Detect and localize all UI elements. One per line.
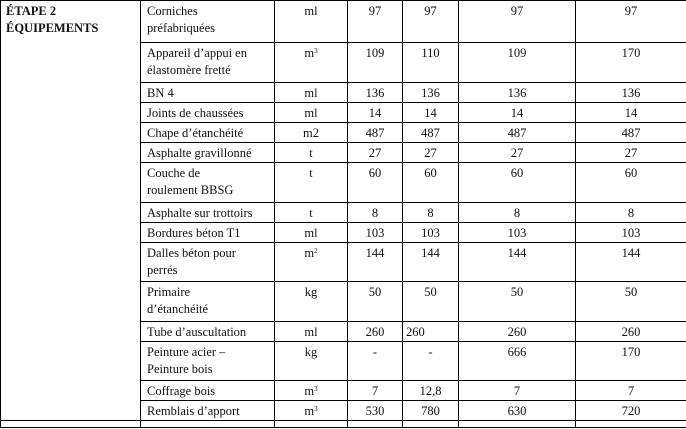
table-row [1, 381, 686, 401]
item-label [141, 1, 275, 43]
empty-cell [275, 421, 348, 428]
item-label [141, 143, 275, 163]
unit: ml [304, 106, 318, 120]
stage-cell [1, 83, 141, 103]
empty-cell [576, 421, 686, 428]
stage-cell [1, 421, 141, 428]
table-row [1, 243, 686, 282]
table-row [1, 322, 686, 342]
value-cell: 60 [576, 163, 686, 203]
value-cell: 50 [459, 282, 576, 322]
value-cell: 14 [576, 103, 686, 123]
table-row-partial [1, 421, 686, 428]
unit: ml [304, 226, 318, 240]
unit-cell [275, 43, 348, 83]
unit-cell [275, 83, 348, 103]
value-cell: 666 [459, 342, 576, 381]
unit: m [304, 404, 315, 418]
item-label [141, 243, 275, 282]
unit: m [304, 384, 315, 398]
unit-exponent: 3 [314, 47, 318, 55]
table-row [1, 342, 686, 381]
item-label-line: Asphalte gravillonné [147, 146, 252, 160]
unit-cell [275, 163, 348, 203]
unit: m2 [303, 126, 319, 140]
item-label [141, 322, 275, 342]
value-cell: 8 [348, 203, 403, 223]
item-label [141, 342, 275, 381]
item-label-line: Asphalte sur trottoirs [147, 206, 253, 220]
stage-cell [1, 322, 141, 342]
unit: ml [304, 4, 318, 18]
item-label [141, 223, 275, 243]
value-cell: 14 [459, 103, 576, 123]
item-label-line: Primaire [147, 285, 191, 299]
item-label [141, 83, 275, 103]
unit-exponent: 3 [314, 405, 318, 413]
table-body [1, 1, 686, 428]
unit-cell [275, 381, 348, 401]
value-cell: - [348, 342, 403, 381]
value-cell: 27 [348, 143, 403, 163]
item-label-line: Chape d’étanchéité [147, 126, 244, 140]
item-label-line: Peinture acier – [147, 345, 226, 359]
value-cell: 14 [348, 103, 403, 123]
value-cell: 630 [459, 401, 576, 421]
item-label [141, 203, 275, 223]
table-row [1, 103, 686, 123]
table-row [1, 123, 686, 143]
stage-cell [1, 282, 141, 322]
item-label-line: Bordures béton T1 [147, 226, 241, 240]
unit-cell [275, 243, 348, 282]
value-cell: 109 [459, 43, 576, 83]
item-label-line: Couche de [147, 166, 201, 180]
unit-exponent: 2 [314, 247, 318, 255]
stage-cell [1, 203, 141, 223]
value-cell: 7 [576, 381, 686, 401]
stage-cell [1, 143, 141, 163]
value-cell: 136 [459, 83, 576, 103]
value-cell: 487 [348, 123, 403, 143]
unit: kg [304, 345, 318, 359]
value-cell: 136 [403, 83, 459, 103]
value-cell: 487 [576, 123, 686, 143]
unit: t [309, 146, 313, 160]
value-cell: 487 [459, 123, 576, 143]
unit: m [304, 246, 315, 260]
item-label-line: Tube d’auscultation [147, 325, 247, 339]
empty-cell [348, 421, 403, 428]
value-cell: 144 [459, 243, 576, 282]
value-cell: 8 [576, 203, 686, 223]
item-label [141, 103, 275, 123]
unit-cell [275, 282, 348, 322]
item-label-line: Appareil d’appui en [147, 46, 247, 60]
unit: t [309, 206, 313, 220]
value-cell: 260 [348, 322, 403, 342]
value-cell: 144 [576, 243, 686, 282]
table-row [1, 1, 686, 43]
table-row [1, 282, 686, 322]
item-label [141, 123, 275, 143]
value-cell: 14 [403, 103, 459, 123]
unit-cell [275, 342, 348, 381]
unit: m [304, 46, 315, 60]
unit-cell [275, 223, 348, 243]
stage-cell [1, 381, 141, 401]
value-cell: 144 [348, 243, 403, 282]
table-row [1, 223, 686, 243]
value-cell: 109 [348, 43, 403, 83]
item-label [141, 381, 275, 401]
item-label [141, 43, 275, 83]
value-cell: 8 [403, 203, 459, 223]
value-cell: 27 [459, 143, 576, 163]
value-cell: 27 [576, 143, 686, 163]
value-cell: 27 [403, 143, 459, 163]
stage-cell [1, 123, 141, 143]
value-cell: 60 [459, 163, 576, 203]
stage-cell [1, 243, 141, 282]
empty-cell [403, 421, 459, 428]
unit: kg [304, 285, 318, 299]
value-cell: 97 [576, 1, 686, 43]
value-cell: 7 [348, 381, 403, 401]
unit-cell [275, 322, 348, 342]
unit-exponent: 3 [314, 385, 318, 393]
item-label-line: Dalles béton pour [147, 246, 236, 260]
value-cell: 97 [459, 1, 576, 43]
value-cell: 60 [348, 163, 403, 203]
unit-cell [275, 1, 348, 43]
item-label-line: Peinture bois [147, 362, 213, 376]
empty-cell [141, 421, 275, 428]
unit: ml [304, 86, 318, 100]
stage-title-line: ÉTAPE 2 [6, 4, 57, 18]
table-row [1, 401, 686, 421]
value-cell: 7 [459, 381, 576, 401]
value-cell: 170 [576, 342, 686, 381]
table-row [1, 203, 686, 223]
value-cell: 144 [403, 243, 459, 282]
item-label-line: d’étanchéité [147, 302, 209, 316]
unit-cell [275, 401, 348, 421]
value-cell: 50 [348, 282, 403, 322]
value-cell: 103 [576, 223, 686, 243]
value-cell: - [403, 342, 459, 381]
unit-cell [275, 143, 348, 163]
value-cell: 260 [403, 322, 459, 342]
item-label-line: préfabriquées [147, 21, 216, 35]
value-cell: 103 [348, 223, 403, 243]
item-label-line: Corniches [147, 4, 198, 18]
value-cell: 103 [459, 223, 576, 243]
value-cell: 260 [459, 322, 576, 342]
table-row [1, 163, 686, 203]
stage-cell [1, 43, 141, 83]
stage-cell [1, 223, 141, 243]
unit: t [309, 166, 313, 180]
item-label-line: perrés [147, 263, 178, 277]
value-cell: 720 [576, 401, 686, 421]
item-label [141, 401, 275, 421]
stage-cell [1, 163, 141, 203]
value-cell: 110 [403, 43, 459, 83]
item-label-line: roulement BBSG [147, 183, 234, 197]
table-row [1, 143, 686, 163]
empty-cell [459, 421, 576, 428]
item-label-line: Remblais d’apport [147, 404, 240, 418]
value-cell: 136 [576, 83, 686, 103]
unit-cell [275, 103, 348, 123]
value-cell: 8 [459, 203, 576, 223]
stage-cell [1, 401, 141, 421]
item-label [141, 163, 275, 203]
value-cell: 103 [403, 223, 459, 243]
value-cell: 136 [348, 83, 403, 103]
item-label-line: Coffrage bois [147, 384, 216, 398]
unit-cell [275, 123, 348, 143]
value-cell: 50 [576, 282, 686, 322]
table-row [1, 83, 686, 103]
item-label-line: élastomère fretté [147, 63, 231, 77]
item-label-line: Joints de chaussées [147, 106, 244, 120]
value-cell: 12,8 [403, 381, 459, 401]
value-cell: 170 [576, 43, 686, 83]
value-cell: 260 [576, 322, 686, 342]
table-row [1, 43, 686, 83]
item-label [141, 282, 275, 322]
stage-title-line: ÉQUIPEMENTS [6, 21, 99, 35]
unit-cell [275, 203, 348, 223]
value-cell: 60 [403, 163, 459, 203]
value-cell: 780 [403, 401, 459, 421]
stage-cell [1, 342, 141, 381]
stage-title [1, 1, 141, 43]
value-cell: 97 [348, 1, 403, 43]
value-cell: 50 [403, 282, 459, 322]
value-cell: 487 [403, 123, 459, 143]
value-cell: 530 [348, 401, 403, 421]
item-label-line: BN 4 [147, 86, 174, 100]
stage-cell [1, 103, 141, 123]
value-cell: 97 [403, 1, 459, 43]
unit: ml [304, 325, 318, 339]
